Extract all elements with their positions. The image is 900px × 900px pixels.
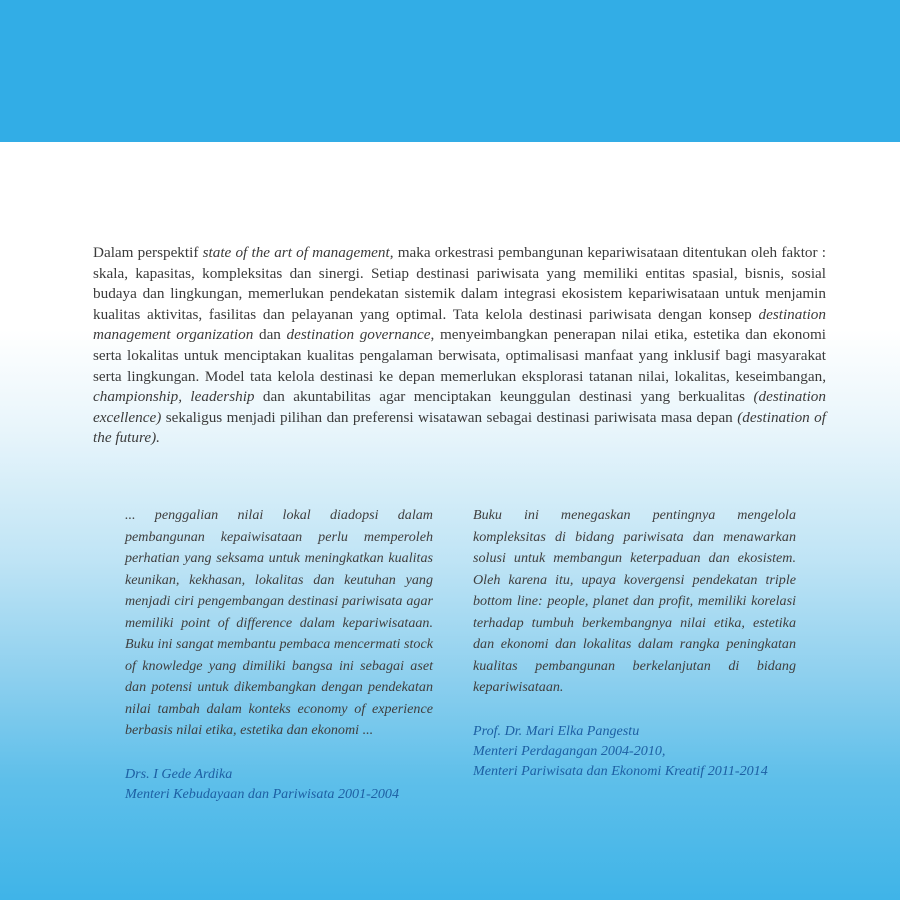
main-text-4: , menyeimbangkan penerapan nilai etika, estetika dan ekonomi serta lokalitas untuk menciptakan kualitas pengalaman berwisata, optimalisasi manfaat yang inklusif bagi masyarakat serta lingkungan. Model tata kelola destinasi ke depan memerlukan eksplorasi tatanan nilai, lokalitas, keseimbangan,: [93, 326, 826, 385]
quote-right-role-1: Menteri Perdagangan 2004-2010,: [473, 742, 666, 759]
main-italic-future: (destination of the future).: [93, 408, 826, 447]
quote-left-attribution: [125, 764, 433, 804]
main-italic-state-of-art: state of the art of management: [202, 244, 390, 261]
quote-right-role-2: Menteri Pariwisata dan Ekonomi Kreatif 2011-2014: [473, 762, 768, 779]
quote-right-text: Buku ini menegaskan pentingnya mengelola kompleksitas di bidang pariwisata dan menawarkan solusi untuk membangun keterpaduan dan ekosistem. Oleh karena itu, upaya kovergensi pendekatan triple bottom line: people, planet dan profit, memiliki korelasi terhadap tumbuh berkembangnya nilai etika, estetika dan ekonomi dan lokalitas dalam rangka peningkatan kualitas pembangunan berkelanjutan di bidang kepariwisataan.: [473, 507, 796, 695]
main-italic-dmo: destination management organization: [93, 305, 826, 344]
main-text-5: dan akuntabilitas agar menciptakan keunggulan destinasi yang berkualitas: [254, 388, 754, 406]
main-text-2: , maka orkestrasi pembangunan kepariwisataan ditentukan oleh faktor : skala, kapasitas, kompleksitas dan sinergi. Setiap destinasi pariwisata yang memiliki entitas spasial, bisnis, sosial budaya dan lingkungan, memerlukan pendekatan sistemik dalam integrasi ekosistem kepariwisataan untuk menjamin kualitas aktivitas, fasilitas dan pelayanan yang optimal. Tata kelola destinasi pariwisata dengan konsep: [93, 244, 826, 323]
main-text-3: dan: [253, 326, 287, 344]
main-text-1: Dalam perspektif: [93, 244, 203, 261]
main-italic-excellence: (destination excellence): [93, 388, 826, 426]
main-italic-championship: championship, leadership: [93, 388, 255, 406]
quote-left: [125, 505, 433, 804]
top-color-band: [0, 0, 900, 142]
quote-left-role: Menteri Kebudayaan dan Pariwisata 2001-2004: [125, 785, 400, 802]
quote-right-attribution: [473, 721, 796, 781]
main-text-6: sekaligus menjadi pilihan dan preferensi wisatawan sebagai destinasi pariwisata masa depan: [161, 408, 738, 426]
quote-left-author: Drs. I Gede Ardika: [125, 765, 233, 782]
quote-left-text: ... penggalian nilai lokal diadopsi dalam pembangunan kepaiwisataan perlu memperoleh perhatian yang seksama untuk meningkatkan kualitas keunikan, kekhasan, lokalitas dan keutuhan yang menjadi ciri pengembangan destinasi pariwisata agar memiliki point of difference dalam kepariwisataan. Buku ini sangat membantu pembaca mencermati stock of knowledge yang dimiliki bangsa ini sebagai aset dan potensi untuk dikembangkan dengan pendekatan nilai tambah dalam konteks economy of experience berbasis nilai etika, estetika dan ekonomi ...: [125, 507, 433, 738]
main-italic-governance: destination governance: [286, 326, 431, 344]
quote-right: [473, 505, 796, 781]
main-paragraph: [93, 243, 826, 449]
quote-right-author: Prof. Dr. Mari Elka Pangestu: [473, 722, 640, 739]
